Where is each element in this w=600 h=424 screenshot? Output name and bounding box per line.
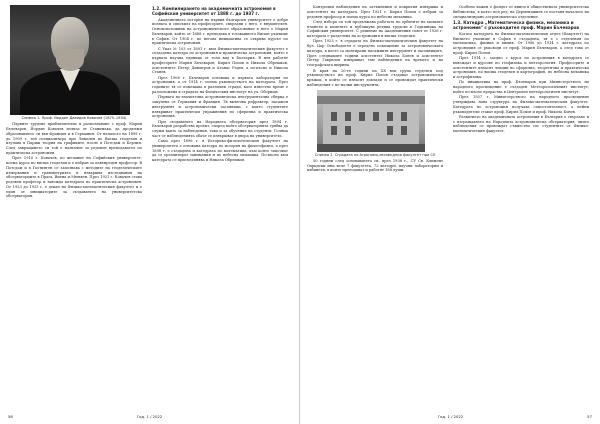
- left-page-column-2: [152, 5, 288, 397]
- paragraph: Особено важен е фондът от книги в обществената университетска библиотека, в която под ред. на Дерменджиев се поставя началото на специализирано астрономическо отделение.: [453, 5, 589, 19]
- portrait-photo: [10, 5, 130, 115]
- paragraph: Само през 1896 г. в Историко-филологическия факултет на университета е основана катедра по история на философията, а през 1898 г. е създадена и катедрата по математика, към която започват да се организират занимания и по небесна механика. По-късно към катедрата се присъединява и Никола Обрешков.: [152, 139, 288, 163]
- paragraph: Контролни наблюдения на затъмнения и покрития извършва и асистентът на катедрата. През 1921 г. Кирил Попов е избран за редовен професор и поема курса по небесна механика.: [307, 5, 443, 19]
- paragraph: След избора си той продължава работата по орбитите на малките планети и кометите и публикува редица трудове в Годишника на Софийския университет. С решение на Академичния съвет от 1926 г. катедрата е разделена на астрономия и висша геодезия.: [307, 19, 443, 39]
- portrait-figure: [6, 5, 142, 120]
- building-figure: [307, 90, 443, 157]
- page-number: 57: [587, 414, 592, 419]
- paragraph: В края на 20-те години на XX век група студенти под ръководството на проф. Кирил Попов създават астрономически кръжок, в който се изнасят доклади и се провеждат практически наблюдения с по-малки инструменти.: [307, 68, 443, 87]
- paragraph: През 1937 г. Министерството на народното просвещение утвърждава нова структура на Физико-математическия факултет. Катедрата по астрономия получава самостоятелност, а нейни ръководители стават проф. Кирил Попов и проф. Никола Бонев.: [453, 95, 589, 114]
- figure-caption: Снимка 2. Сградата на Агрономо-лесовъдния факултет при СУ: [314, 152, 436, 157]
- paragraph: Първите трудове приблизително в разпознаване с проф. Марин Бъчеваров, Йордан Ковачев излиза от Станимака, да продължи образованието си във Франция и в Германия. От началото на 1899 г. до 1909 г. той специализира при Лимачев по Висша геодезия и изучава в Париж теория на графиките, после в Потсдам и Берлин. След завръщането си той е назначен за редовен преподавател по практическа астрономия.: [6, 122, 142, 155]
- footer-journal: Год. 1 / 2022: [136, 414, 163, 419]
- right-page-footer: [301, 413, 600, 421]
- paragraph: През 1923 г. в сградата на Физико-математическия факултет на бул. Цар Освободител е отредено помещение за астрономическата катедра, в което са монтирани пасажният инструмент и часовниците. През следващите години асистентът Никола Бонев и асистентът Петър Гаврилов извършват там наблюдения на времето и на географската ширина.: [307, 39, 443, 68]
- paragraph: Развитието на академичната астрономия в България е свързано и с изграждането на Народната астрономическа обсерватория, чиито наблюдения се провеждат съвместно със студентите от Физико-математическия факултет.: [453, 114, 589, 134]
- footer-journal: Год. 1 / 2022: [437, 414, 464, 419]
- left-page-column-1: [6, 5, 142, 397]
- right-page-column-1: [307, 5, 443, 397]
- paragraph: Академичната история на първия български университет е добре позната и списъкът на професорите, свързани с него, е внушителен. Основоположник на астрономическото образование в него е Марин Бъчеваров, който от 1888 г. преподава в тогавашното Висше училище в София. От 1904 г. по негова инициатива се открива курсът по практическа астрономия.: [152, 17, 288, 46]
- paragraph: През 1906 г. Бъчеваров основава и първата лаборатория по астрономия, а от 1914 г. поема ръководството на катедрата. През годините тя се помещава в различни сгради, като известно време е разположена в сградата на Физическия институт на ул. Оборище.: [152, 75, 288, 94]
- right-page: [301, 0, 600, 424]
- section-heading: 1.3. Катедра „Математическа физика, механика и астрономия" с ръководител проф. Марин Бъчеваров: [453, 20, 579, 31]
- section-heading: 1.2. Компилирането на академичната астрономия в Софийския университет от 1888 г. до 1937 г.: [152, 6, 276, 16]
- building-photo: [317, 90, 425, 152]
- left-page-footer: [0, 413, 299, 421]
- figure-caption: Снимка 1. Проф. Йордан Давидов Ковачев (1875–1934): [21, 116, 127, 120]
- paragraph: Когато катедрата по Физико-математическия отдел (Факултет) на Висшето училище в София е създадена, тя е с отделения по математика, физика и химия. От 1906 до 1914 г. катедрата по астрономия се ръководи от проф. Марин Бъчеваров, а след това от проф. Кирил Попов.: [453, 31, 589, 55]
- paragraph: При създаването на Народната обсерватория през 1894 г. Бъчеваров разработва проект, според който обсерваторията трябва да служи както за наблюдения, така и за обучение на студенти. Голяма част от наблюденията обаче се извършват в двора на университета.: [152, 119, 288, 138]
- paragraph: С Указ № 103 от 1891 г. към Физико-математическия факултет е създадена катедра по астрономия и практическа астрономия, която е първата научна единица от този вид в България. В нея работят професорите Марин Бъчеваров, Кирил Попов и Никола Обрешков, асистентите Петър Димитров и Атанас Радев, а по-късно и Никола Станев.: [152, 46, 288, 75]
- paragraph: 50 години след основаването си, през 1938 г., СУ Св. Климент Охридски има вече 7 факултета, 72 катедри, научни лаборатории и кабинети, в които преподават и работят 188 души.: [307, 158, 443, 173]
- page-number: 56: [8, 414, 13, 419]
- paragraph: Първата по-значителна астрономическа инструментална сбирка е закупена от Германия и Франция. Тя включва рефрактор, пасажен инструмент и астрономически часовници, с които студентите извършват практически упражнения по сферична и практическа астрономия.: [152, 95, 288, 119]
- paragraph: През 1910 г. Ковачев, по желание на Софийския университет, поема курса по висша геодезия и е избран за извънреден професор. В Потсдам и в Гьотинген се запознава с методите на геодезическите измервания и гравиметрията и извършва изследвания на обсерваториите в Прага, Виена и Мюнхен. През 1921 г. Ковачев става редовен професор и завежда катедрата по практическа астрономия. От 1923 до 1925 г. е декан на Физико-математическия факултет и е един от инициаторите за създаването на университетска обсерватория.: [6, 156, 142, 199]
- paragraph: По инициатива на проф. Бъчеваров при Министерството на народното просвещение е създаден Метеорологичният институт, който по-късно прераства в Централен метеорологичен институт.: [453, 80, 589, 94]
- paragraph: През 1914 г. заедно с курса по астрономия в катедрата се въвеждат и курсове по геофизика и метеорология. Професорите и асистентите изнасят лекции по сферична, теоретична и практическа астрономия, по висша геодезия и картография, по небесна механика и астрофизика.: [453, 56, 589, 80]
- right-page-column-2: [453, 5, 589, 397]
